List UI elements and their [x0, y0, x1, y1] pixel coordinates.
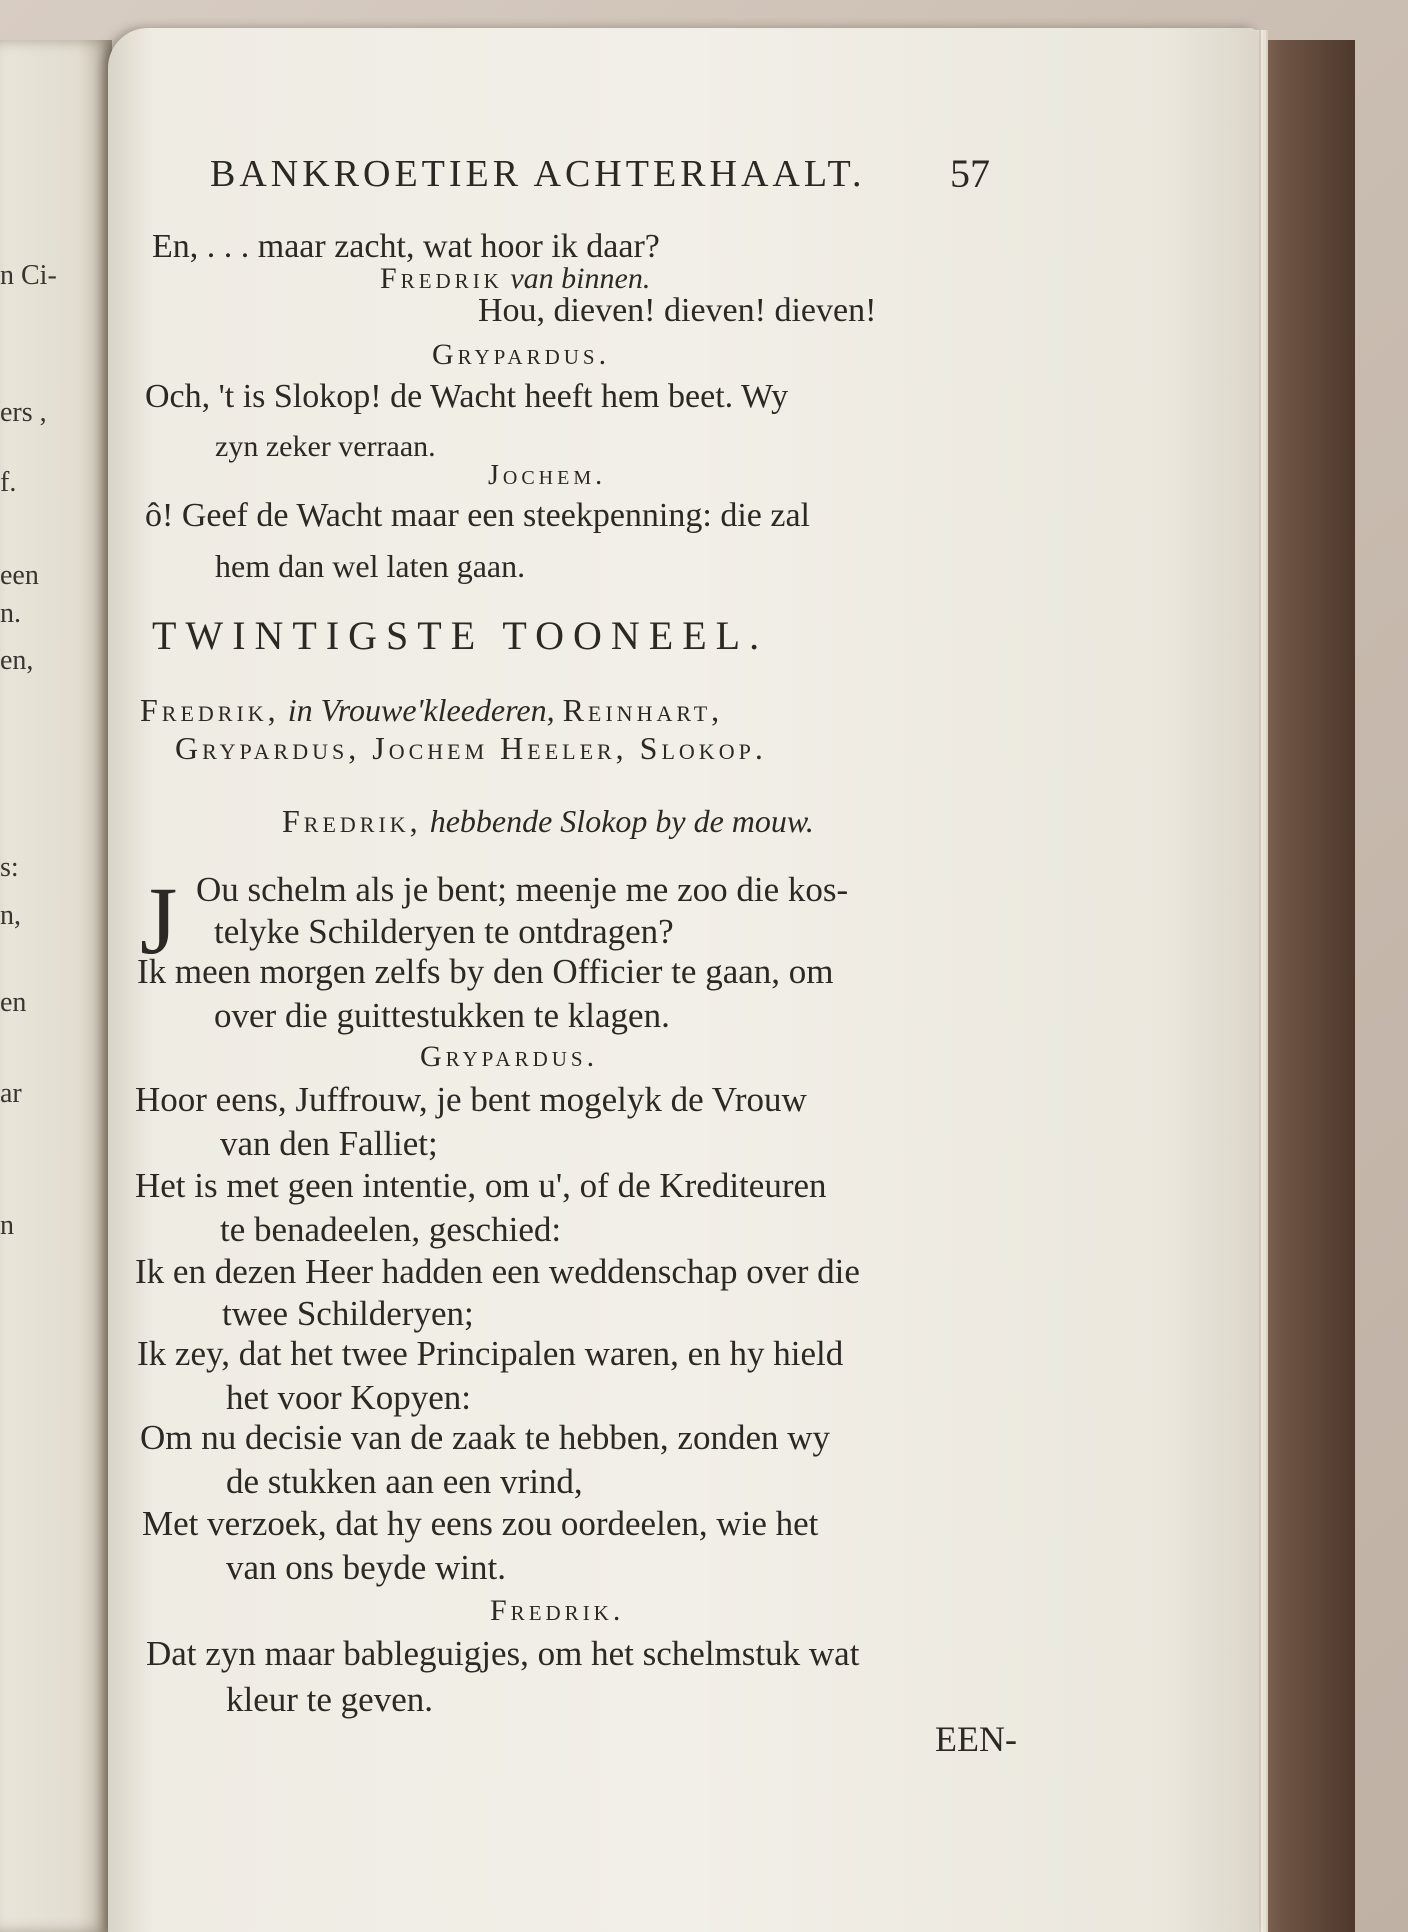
left-text-fragment: ers , [0, 397, 47, 428]
speaker-name: Jochem. [488, 460, 607, 491]
left-text-fragment: n. [0, 598, 21, 629]
text-line: het voor Kopyen: [226, 1378, 471, 1417]
text-line: Ik zey, dat het twee Principalen waren, en hy hield [137, 1334, 844, 1373]
speaker-name: Fredrik, [282, 803, 422, 839]
text-line: Om nu decisie van de zaak te hebben, zonden wy [140, 1418, 831, 1457]
text-line: twee Schilderyen; [222, 1294, 474, 1333]
text-line: Het is met geen intentie, om u', of de Krediteuren [135, 1166, 827, 1205]
left-text-fragment: een [0, 560, 39, 591]
speaker-name: Fredrik. [490, 1594, 625, 1627]
text-line: over die guittestukken te klagen. [214, 996, 670, 1035]
text-line: telyke Schilderyen te ontdragen? [214, 912, 674, 951]
left-page-edge [0, 40, 112, 1932]
speaker-name: Grypardus. [432, 338, 611, 371]
text-line: Ik meen morgen zelfs by den Officier te gaan, om [137, 952, 834, 991]
scene-title: TWINTIGSTE TOONEEL. [152, 613, 769, 658]
left-text-fragment: n, [0, 900, 21, 931]
text-line: van ons beyde wint. [226, 1548, 506, 1587]
stage-direction: van binnen. [510, 262, 651, 295]
left-text-fragment: f. [0, 467, 17, 498]
text-line: hem dan wel laten gaan. [215, 548, 526, 584]
drop-cap: J [140, 867, 178, 974]
left-text-fragment: n Ci- [0, 260, 57, 291]
cast-name: Fredrik, [140, 692, 280, 728]
text-line: En, . . . maar zacht, wat hoor ik daar? [152, 228, 660, 265]
text-line: kleur te geven. [226, 1680, 433, 1719]
left-text-fragment: ar [0, 1078, 22, 1109]
speaker-name: Fredrik [380, 262, 503, 295]
text-line: de stukken aan een vrind, [226, 1462, 583, 1501]
text-line: Och, 't is Slokop! de Wacht heeft hem beet. Wy [145, 378, 789, 415]
left-text-fragment: en [0, 987, 27, 1018]
text-line: van den Falliet; [220, 1124, 438, 1163]
cast-costume: in Vrouwe'kleederen, [287, 692, 555, 728]
text-line: Hou, dieven! dieven! dieven! [478, 292, 877, 329]
text-line: Dat zyn maar bableguigjes, om het schelmstuk wat [146, 1634, 860, 1673]
text-line: Ik en dezen Heer hadden een weddenschap over die [135, 1252, 860, 1291]
speaker-name: Grypardus. [420, 1040, 599, 1073]
left-text-fragment: s: [0, 852, 19, 883]
cast-name: Reinhart, [562, 692, 724, 728]
running-head-title: BANKROETIER ACHTERHAALT. [210, 153, 866, 195]
text-line: ô! Geef de Wacht maar een steekpenning: die zal [145, 497, 810, 534]
text-line: te benadeelen, geschied: [220, 1210, 562, 1249]
page-number: 57 [950, 151, 990, 196]
stage-direction: hebbende Slokop by de mouw. [429, 803, 814, 839]
text-line: Hoor eens, Juffrouw, je bent mogelyk de Vrouw [135, 1080, 807, 1119]
catchword: EEN- [935, 1719, 1017, 1759]
cast-list: Grypardus, Jochem Heeler, Slokop. [175, 730, 767, 766]
left-text-fragment: n [0, 1210, 14, 1241]
text-line: Met verzoek, dat hy eens zou oordeelen, wie het [142, 1504, 819, 1543]
left-text-fragment: en, [0, 645, 34, 676]
text-line: Ou schelm als je bent; meenje me zoo die kos- [196, 870, 849, 909]
text-line: zyn zeker verraan. [215, 430, 436, 463]
